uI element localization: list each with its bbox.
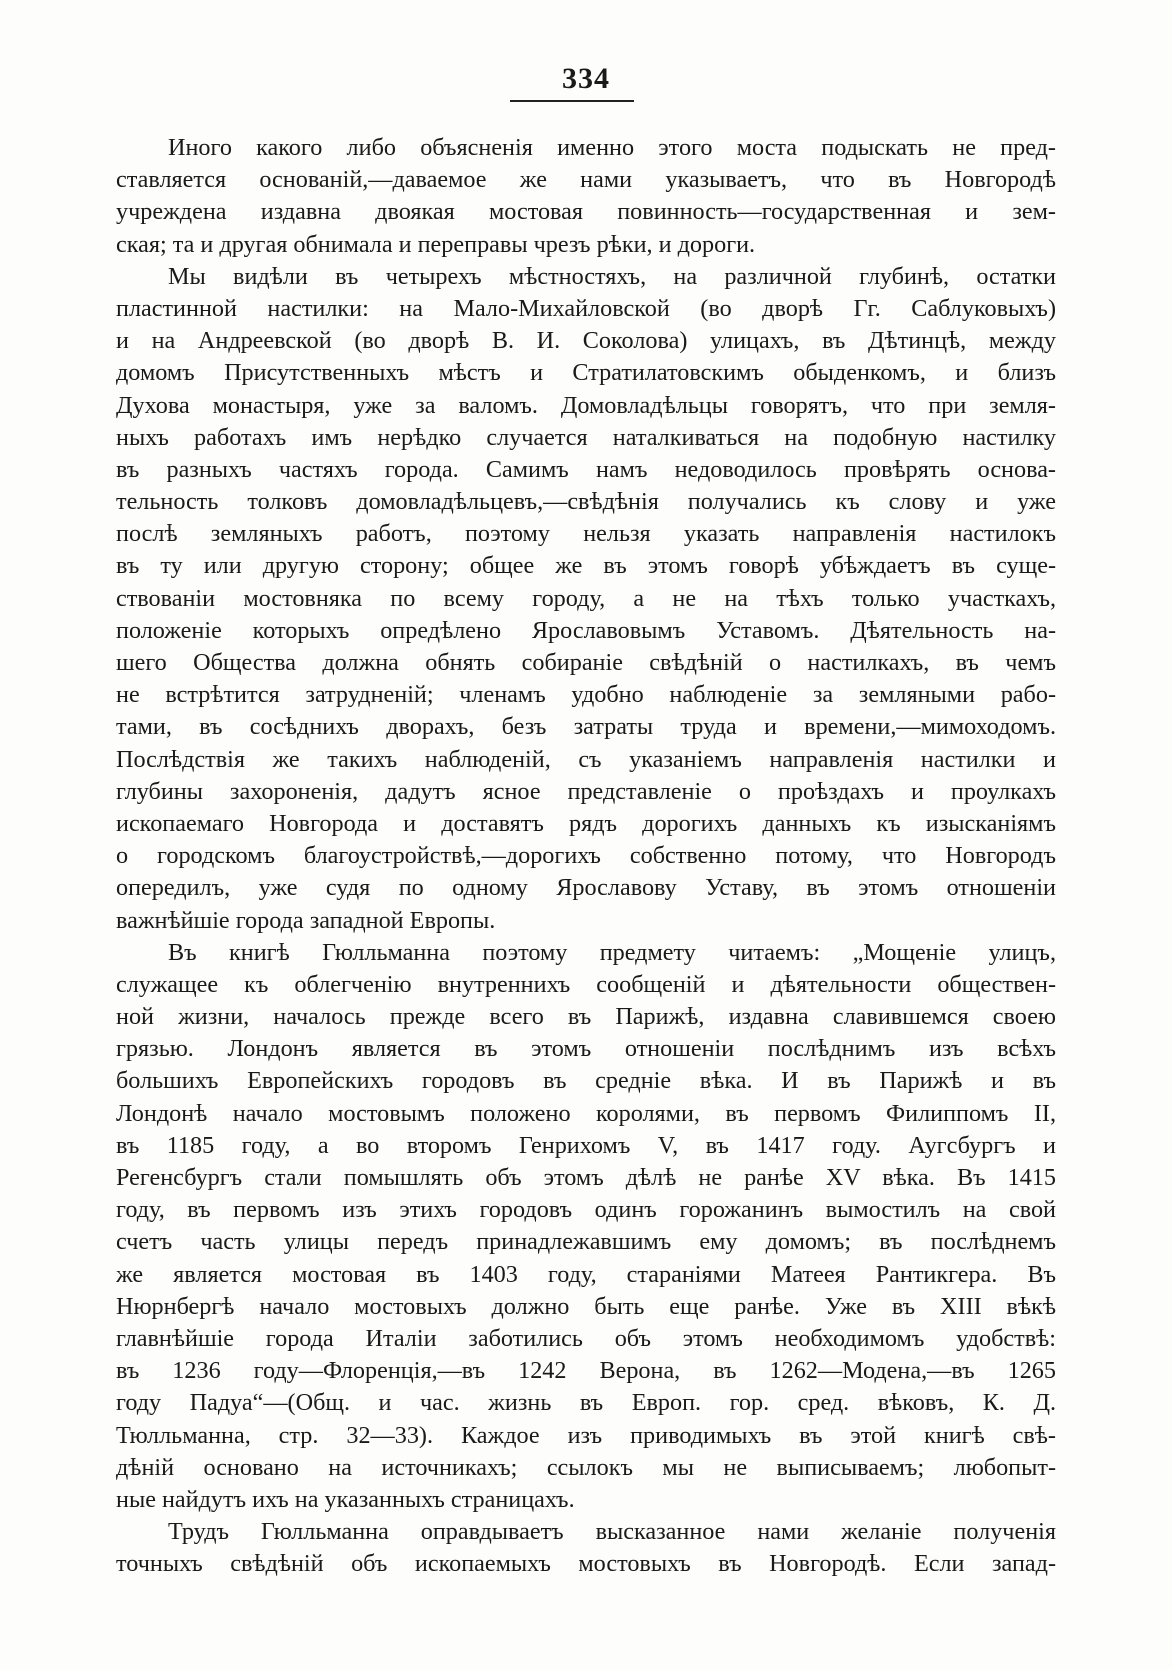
text-line: ные найдутъ ихъ на указанныхъ страницахъ. [116, 1485, 575, 1513]
text-line: же является мостовая въ 1403 году, стараніями Матеея Рантикгера. Въ [116, 1260, 1056, 1288]
text-line: пластинной настилки: на Мало-Михайловской (во дворѣ Гг. Саблуковыхъ) [116, 294, 1056, 322]
text-line: въ ту или другую сторону; общее же въ этомъ говорѣ убѣждаетъ въ суще- [116, 552, 1056, 580]
text-line: Лондонѣ начало мостовымъ положено королями, въ первомъ Филиппомъ II, [116, 1099, 1056, 1127]
text-line: ныхъ работахъ имъ нерѣдко случается наталкиваться на подобную настилку [116, 423, 1056, 451]
text-line: Иного какого либо объясненія именно этого моста подыскать не пред- [168, 134, 1056, 161]
text-line: ной жизни, началось прежде всего въ Парижѣ, издавна славившемся своею [116, 1003, 1056, 1031]
text-line: учреждена издавна двоякая мостовая повинность—государственная и зем- [116, 198, 1056, 226]
text-line: счетъ часть улицы передъ принадлежавшимъ ему домомъ; въ послѣднемъ [116, 1228, 1056, 1256]
text-line: ставляется основаній,—даваемое же нами указываетъ, что въ Новгородѣ [116, 166, 1056, 194]
text-line: въ разныхъ частяхъ города. Самимъ намъ недоводилось провѣрять основа- [116, 455, 1056, 483]
text-line: и на Андреевской (во дворѣ В. И. Соколова) улицахъ, въ Дѣтинцѣ, между [116, 327, 1056, 355]
text-line: главнѣйшіе города Италіи заботились объ этомъ необходимомъ удобствѣ: [116, 1324, 1056, 1352]
text-line: ская; та и другая обнимала и переправы чрезъ рѣки, и дороги. [116, 230, 756, 258]
text-line: Послѣдствія же такихъ наблюденій, съ указаніемъ направленія настилки и [116, 745, 1056, 773]
text-line: Регенсбургъ стали помышлять объ этомъ дѣлѣ не ранѣе XV вѣка. Въ 1415 [116, 1164, 1056, 1191]
text-line: Духова монастыря, уже за валомъ. Домовладѣльцы говорятъ, что при земля- [116, 391, 1056, 419]
text-line: въ 1236 году—Флоренція,—въ 1242 Верона, въ 1262—Модена,—въ 1265 [116, 1357, 1056, 1385]
text-line: послѣ земляныхъ работъ, поэтому нельзя указать направленія настилокъ [116, 520, 1056, 548]
text-line: важнѣйшіе города западной Европы. [116, 906, 496, 934]
page-number: 334 [562, 62, 610, 95]
text-line: ископаемаго Новгорода и доставятъ рядъ дорогихъ данныхъ къ изысканіямъ [116, 809, 1056, 837]
text-line: Тюлльманна, стр. 32—33). Каждое изъ приводимыхъ въ этой книгѣ свѣ- [116, 1421, 1056, 1449]
body-text [116, 132, 1056, 1580]
text-line: тами, въ сосѣднихъ дворахъ, безъ затраты труда и времени,—мимоходомъ. [116, 713, 1056, 741]
text-line: о городскомъ благоустройствѣ,—дорогихъ собственно потому, что Новгородъ [116, 842, 1056, 870]
header-rule [510, 100, 634, 102]
text-line: положеніе которыхъ опредѣлено Ярославовымъ Уставомъ. Дѣятельность на- [116, 616, 1056, 644]
text-line: служащее къ облегченію внутреннихъ сообщеній и дѣятельности обществен- [116, 970, 1056, 998]
text-line: въ 1185 году, а во второмъ Генрихомъ V, въ 1417 году. Аугсбургъ и [116, 1131, 1056, 1159]
text-line: глубины захороненія, дадутъ ясное представленіе о проѣздахъ и проулкахъ [116, 777, 1056, 805]
text-line: точныхъ свѣдѣній объ ископаемыхъ мостовыхъ въ Новгородѣ. Если запад- [116, 1550, 1056, 1578]
text-line: грязью. Лондонъ является въ этомъ отношеніи послѣднимъ изъ всѣхъ [116, 1035, 1056, 1063]
text-line: ствованіи мостовняка по всему городу, а не на тѣхъ только участкахъ, [116, 584, 1056, 612]
text-line: году Падуа“—(Общ. и час. жизнь въ Европ. гор. сред. вѣковъ, К. Д. [116, 1389, 1056, 1417]
text-line: году, въ первомъ изъ этихъ городовъ одинъ горожанинъ вымостилъ на свой [116, 1196, 1056, 1224]
text-line: опередилъ, уже судя по одному Ярославову Уставу, въ этомъ отношеніи [116, 874, 1056, 902]
text-line: дѣній основано на источникахъ; ссылокъ мы не выписываемъ; любопыт- [116, 1453, 1056, 1481]
text-line: Трудъ Гюлльманна оправдываетъ высказанное нами желаніе полученія [168, 1518, 1056, 1546]
text-line: Мы видѣли въ четырехъ мѣстностяхъ, на различной глубинѣ, остатки [168, 262, 1056, 290]
text-line: большихъ Европейскихъ городовъ въ средніе вѣка. И въ Парижѣ и въ [116, 1067, 1056, 1095]
text-line: тельность толковъ домовладѣльцевъ,—свѣдѣнія получались къ слову и уже [116, 488, 1056, 516]
text-line: Въ книгѣ Гюлльманна поэтому предмету читаемъ: „Мощеніе улицъ, [168, 938, 1056, 966]
text-line: Нюрнбергѣ начало мостовыхъ должно быть еще ранѣе. Уже въ XIII вѣкѣ [116, 1292, 1056, 1320]
text-line: домомъ Присутственныхъ мѣстъ и Стратилатовскимъ обыденкомъ, и близъ [116, 359, 1056, 387]
text-line: не встрѣтится затрудненій; членамъ удобно наблюденіе за земляными рабо- [116, 681, 1056, 709]
text-line: шего Общества должна обнять собираніе свѣдѣній о настилкахъ, въ чемъ [116, 649, 1056, 676]
